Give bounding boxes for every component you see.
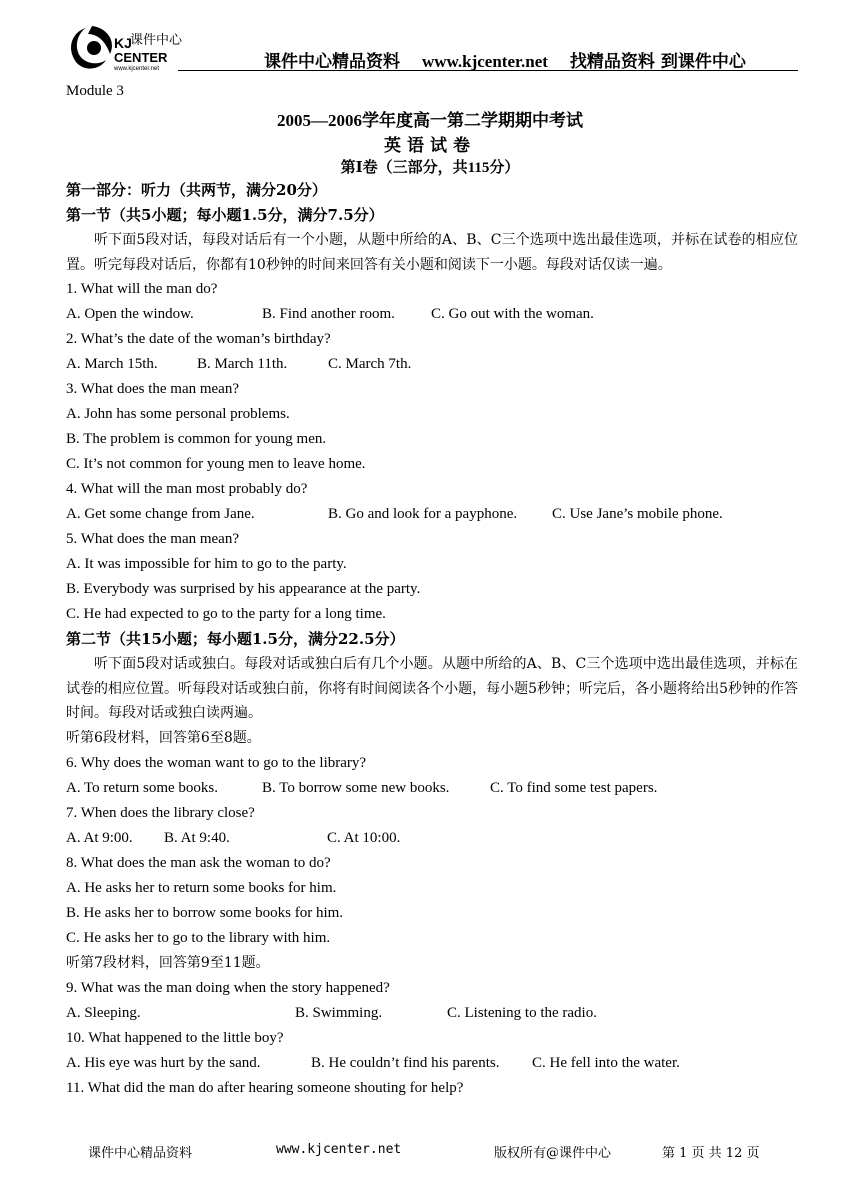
svg-text:CENTER: CENTER [114, 50, 168, 65]
option-b: B. The problem is common for young men. [66, 431, 327, 447]
question-9-options [66, 1001, 798, 1026]
option-a: A. Get some change from Jane. [66, 506, 255, 522]
option-b: B. Everybody was surprised by his appearance at the party. [66, 581, 421, 597]
option-b: B. He couldn’t find his parents. [311, 1054, 500, 1071]
svg-text:课件中心: 课件中心 [130, 33, 183, 48]
exam-subject: 英语试卷 [384, 136, 476, 155]
question-11: 11. What did the man do after hearing someone shouting for help? [66, 1079, 464, 1096]
option-c: C. To find some test papers. [490, 779, 658, 796]
option-c: C. He had expected to go to the party for a long time. [66, 606, 386, 622]
page-header [64, 22, 798, 72]
header-right: 找精品资料 到课件中心 [569, 52, 746, 72]
option-a: A. He asks her to return some books for him. [66, 879, 337, 896]
question-10-options [66, 1051, 798, 1076]
question-1: 1. What will the man do? [66, 281, 218, 297]
option-b: B. Go and look for a payphone. [328, 506, 518, 522]
question-4: 4. What will the man most probably do? [66, 481, 308, 497]
option-a: A. To return some books. [66, 779, 218, 796]
header-left: 课件中心精品资料 [264, 52, 400, 72]
svg-text:KJ: KJ [114, 35, 132, 51]
svg-text:www.kjcenter.net: www.kjcenter.net [114, 66, 160, 72]
footer-left: 课件中心精品资料 [88, 1146, 193, 1161]
option-c: C. Use Jane’s mobile phone. [552, 506, 723, 522]
question-9: 9. What was the man doing when the story happened? [66, 979, 390, 996]
question-8: 8. What does the man ask the woman to do? [66, 854, 331, 871]
option-a: A. Sleeping. [66, 1004, 141, 1021]
header-rule [178, 70, 798, 71]
option-b: B. March 11th. [197, 356, 288, 372]
material-7-note: 听第7段材料，回答第9至11题。 [66, 954, 270, 971]
question-10: 10. What happened to the little boy? [66, 1029, 284, 1046]
option-a: A. Open the window. [66, 306, 194, 322]
footer-copyright: 版权所有@课件中心 [494, 1146, 612, 1161]
question-2: 2. What’s the date of the woman’s birthday? [66, 331, 331, 347]
option-a: A. At 9:00. [66, 829, 133, 846]
header-title [264, 47, 746, 72]
option-a: A. It was impossible for him to go to the party. [66, 556, 347, 572]
option-a: A. His eye was hurt by the sand. [66, 1054, 261, 1071]
option-b: B. Find another room. [262, 306, 395, 322]
header-url[interactable]: www.kjcenter.net [422, 52, 548, 71]
option-c: C. March 7th. [328, 356, 412, 372]
option-c: C. He fell into the water. [532, 1054, 680, 1071]
option-b: B. He asks her to borrow some books for him. [66, 904, 344, 921]
option-c: C. Listening to the radio. [447, 1004, 597, 1021]
page-number: 第 1 页 共 12 页 [662, 1146, 760, 1161]
exam-title: 2005—2006学年度高一第二学期期中考试 [277, 111, 583, 130]
paper-part-title: 第Ⅰ卷（三部分，共115分） [340, 160, 520, 176]
option-b: B. To borrow some new books. [262, 779, 450, 796]
option-b: B. At 9:40. [164, 829, 230, 846]
option-c: C. It’s not common for young men to leave home. [66, 456, 366, 472]
option-c: C. At 10:00. [327, 829, 401, 846]
exam-content [66, 178, 798, 1101]
footer-url[interactable]: www.kjcenter.net [276, 1142, 402, 1157]
section1-heading: 第一节（共5小题；每小题1.5分，满分7.5分） [66, 206, 384, 224]
question-2-options [66, 352, 798, 377]
part1-heading: 第一部分：听力（共两节，满分20分） [66, 181, 327, 199]
option-c: C. Go out with the woman. [431, 306, 594, 322]
question-7: 7. When does the library close? [66, 804, 255, 821]
question-3: 3. What does the man mean? [66, 381, 239, 397]
section2-instructions: 听下面5段对话或独白。每段对话或独白后有几个小题。从题中所给的A、B、C三个选项中选出最佳选项，并标在试卷的相应位置。听每段对话或独白前，你将有时间阅读各个小题，每小题5秒钟；听完后，各小题将给出5秒钟的作答时间。每段对话或独白读两遍。 [66, 656, 798, 721]
module-label: Module 3 [66, 83, 124, 99]
material-6-note: 听第6段材料，回答第6至8题。 [66, 729, 261, 746]
question-1-options [66, 302, 798, 327]
option-b: B. Swimming. [295, 1004, 383, 1021]
option-c: C. He asks her to go to the library with him. [66, 929, 331, 946]
section2-heading: 第二节（共15小题；每小题1.5分，满分22.5分） [66, 630, 405, 648]
kjcenter-logo [64, 22, 204, 72]
question-7-options [66, 826, 798, 851]
question-5: 5. What does the man mean? [66, 531, 239, 547]
question-6-options [66, 776, 798, 801]
option-a: A. John has some personal problems. [66, 406, 290, 422]
question-6: 6. Why does the woman want to go to the library? [66, 754, 367, 771]
question-4-options [66, 502, 798, 527]
section1-instructions: 听下面5段对话，每段对话后有一个小题，从题中所给的A、B、C三个选项中选出最佳选项，并标在试卷的相应位置。听完每段对话后，你都有10秒钟的时间来回答有关小题和阅读下一小题。每段对话仅读一遍。 [66, 232, 798, 273]
option-a: A. March 15th. [66, 356, 158, 372]
